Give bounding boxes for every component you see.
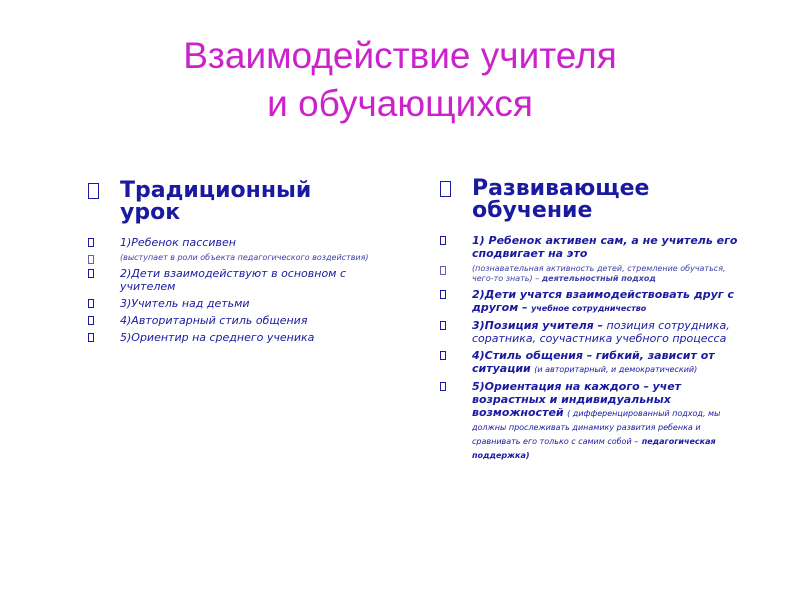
list-item-text: 3)Учитель над детьми: [120, 297, 250, 310]
list-item-text: 4)Авторитарный стиль общения: [120, 314, 308, 327]
list-item: [88, 331, 378, 344]
developmental-learning-heading-text: Развивающее обучение: [472, 176, 650, 223]
list-item: [88, 253, 378, 263]
traditional-lesson-heading-text: Традиционный урок: [120, 178, 312, 225]
bullet-icon: [440, 236, 446, 245]
bullet-icon: [88, 269, 94, 278]
list-item: [440, 288, 740, 315]
bullet-icon: [88, 183, 99, 199]
list-item-emphasis: учебное сотрудничество: [531, 304, 647, 313]
bullet-icon: [88, 255, 94, 264]
list-item: [440, 319, 740, 345]
bullet-icon: [440, 290, 446, 299]
bullet-icon: [440, 266, 446, 275]
list-item-text: (выступает в роли объекта педагогического воздействия): [120, 253, 369, 262]
bullet-icon: [88, 316, 94, 325]
bullet-icon: [88, 238, 94, 247]
list-item-text: (познавательная активность детей, стремление обучаться, чего-то знать) –: [472, 264, 726, 283]
slide-title-line-1: Взаимодействие учителя: [183, 35, 617, 76]
traditional-lesson-heading: [88, 180, 378, 224]
list-item: [440, 234, 740, 260]
bullet-icon: [440, 382, 446, 391]
bullet-icon: [88, 299, 94, 308]
bullet-icon: [440, 351, 446, 360]
list-item-note: (и авторитарный, и демократический): [534, 365, 698, 374]
list-item-text: 1)Ребенок пассивен: [120, 236, 236, 249]
list-item: [440, 380, 740, 462]
list-item-text: 4)Стиль общения –: [472, 349, 593, 362]
list-item-text: 2)Дети учатся взаимодействовать друг с другом –: [472, 288, 734, 314]
list-item-emphasis: позиция сотрудника, соратника, соучастника учебного процесса: [472, 319, 730, 345]
list-item-text: 2)Дети взаимодействуют в основном с учителем: [120, 267, 347, 293]
bullet-icon: [440, 321, 446, 330]
list-item-text: 1) Ребенок активен сам, а не учитель его сподвигает на это: [472, 234, 738, 260]
slide-title: [0, 32, 800, 128]
bullet-icon: [440, 181, 451, 197]
list-item: [88, 314, 378, 327]
list-item: [88, 297, 378, 310]
list-item-text: 3)Позиция учителя –: [472, 319, 604, 332]
list-item: [440, 264, 740, 284]
slide-title-line-2: и обучающихся: [267, 83, 533, 124]
list-item-text: 5)Ориентация на каждого –: [472, 380, 649, 393]
list-item-note-emphasis: педагогическая поддержка): [472, 437, 716, 460]
developmental-learning-heading: [440, 178, 740, 222]
list-item-text: 5)Ориентир на среднего ученика: [120, 331, 315, 344]
developmental-learning-column: [440, 178, 740, 466]
list-item-emphasis: деятельностный подход: [541, 274, 656, 283]
list-item: [440, 349, 740, 376]
list-item-emphasis: гибкий, зависит от ситуации: [472, 349, 715, 375]
list-item: [88, 236, 378, 249]
list-item-note: ( дифференцированный подход, мы должны прослеживать динамику развития ребенка и сравнивать его только с самим собой –: [472, 409, 721, 446]
list-item-emphasis: учет возрастных и индивидуальных возможностей: [472, 380, 682, 419]
traditional-lesson-column: [88, 180, 378, 348]
list-item: [88, 267, 378, 293]
bullet-icon: [88, 333, 94, 342]
